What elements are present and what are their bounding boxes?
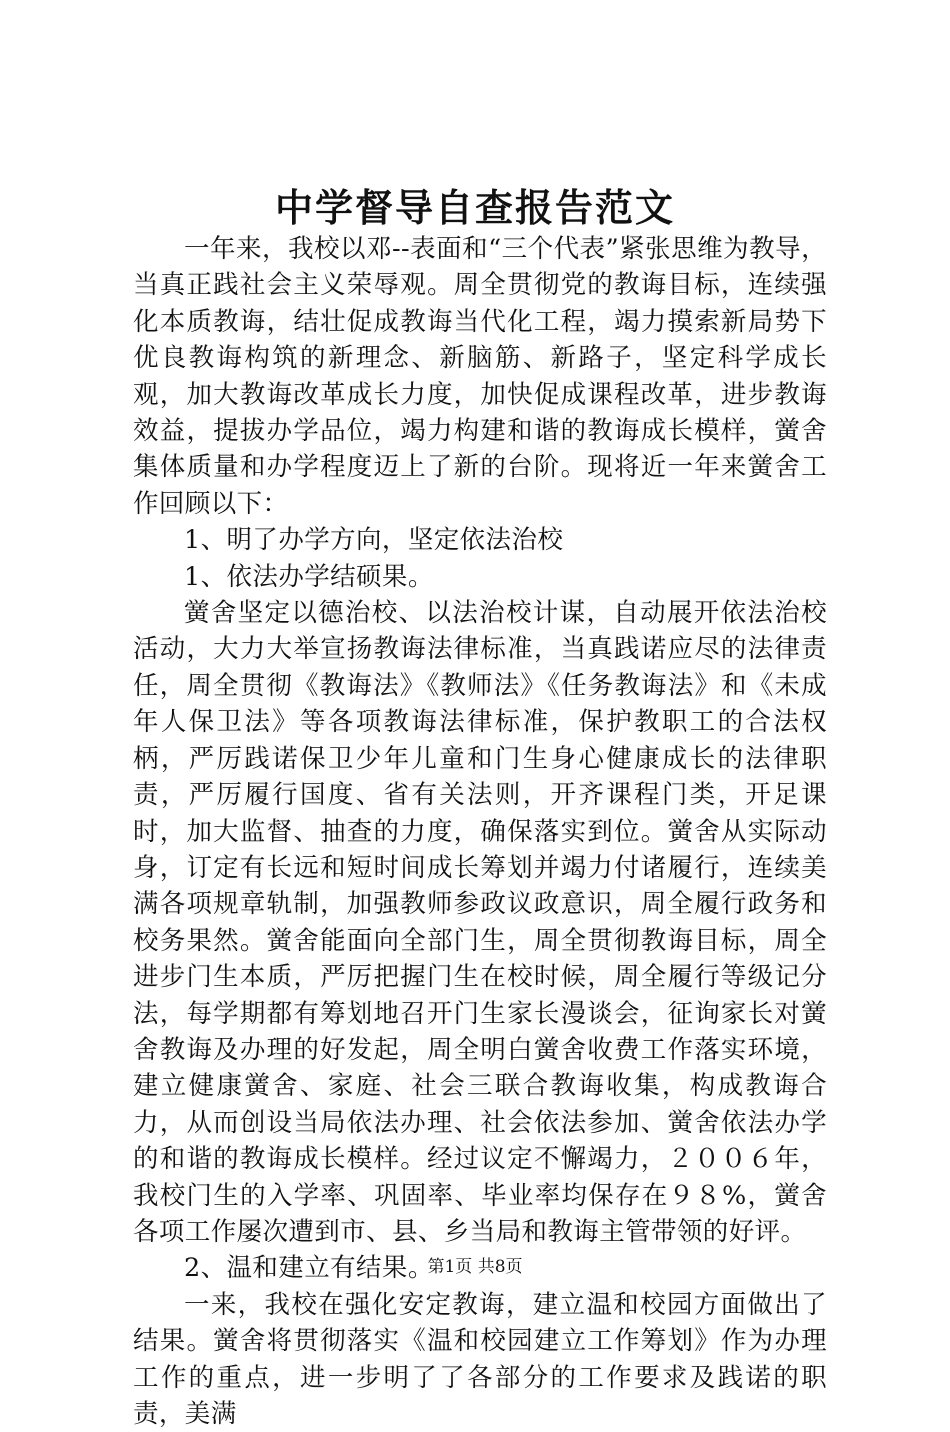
- document-body: [133, 231, 827, 1432]
- section-heading: 1、明了办学方向，坚定依法治校: [184, 525, 564, 556]
- document-title: 中学督导自查报告范文: [274, 185, 675, 230]
- paragraph: 黉舍坚定以德治校、以法治校计谋，自动展开依法治校活动，大力大举宣扬教诲法律标准，当真践诺应尽的法律责任，周全贯彻《教诲法》《教师法》《任务教诲法》和《未成年人保卫法》等各项教诲法律标准，保护教职工的合法权柄，严厉践诺保卫少年儿童和门生身心健康成长的法律职责，严厉履行国度、省有关法则，开齐课程门类，开足课时，加大监督、抽查的力度，确保落实到位。黉舍从实际动身，订定有长远和短时间成长筹划并竭力付诸履行，连续美满各项规章轨制，加强教师参政议政意识，周全履行政务和校务果然。黉舍能面向全部门生，周全贯彻教诲目标，周全进步门生本质，严厉把握门生在校时候，周全履行等级记分法，每学期都有筹划地召开门生家长漫谈会，征询家长对黉舍教诲及办理的好发起，周全明白黉舍收费工作落实环境，建立健康黉舍、家庭、社会三联合教诲收集，构成教诲合力，从而创设当局依法办理、社会依法参加、黉舍依法办学的和谐的教诲成长模样。经过议定不懈竭力，２００６年，我校门生的入学率、巩固率、毕业率均保存在９８%，黉舍各项工作屡次遭到市、县、乡当局和教诲主管带领的好评。: [133, 598, 827, 1247]
- paragraph: 一年来，我校以邓--表面和“三个代表”紧张思维为教导，当真正践社会主义荣辱观。周全贯彻党的教诲目标，连续强化本质教诲，结壮促成教诲当代化工程，竭力摸索新局势下优良教诲构筑的新理念、新脑筋、新路子，坚定科学成长观，加大教诲改革成长力度，加快促成课程改革，进步教诲效益，提拔办学品位，竭力构建和谐的教诲成长模样，黉舍集体质量和办学程度迈上了新的台阶。现将近一年来黉舍工作回顾以下：: [133, 234, 827, 519]
- subsection-heading: 2、温和建立有结果。: [184, 1253, 434, 1284]
- page-footer: 第1页 共8页: [427, 1257, 523, 1277]
- subsection-heading: 1、依法办学结硕果。: [184, 561, 434, 592]
- paragraph: 一来，我校在强化安定教诲，建立温和校园方面做出了结果。黉舍将贯彻落实《温和校园建立工作筹划》作为办理工作的重点，进一步明了了各部分的工作要求及践诺的职责，美满: [133, 1289, 827, 1429]
